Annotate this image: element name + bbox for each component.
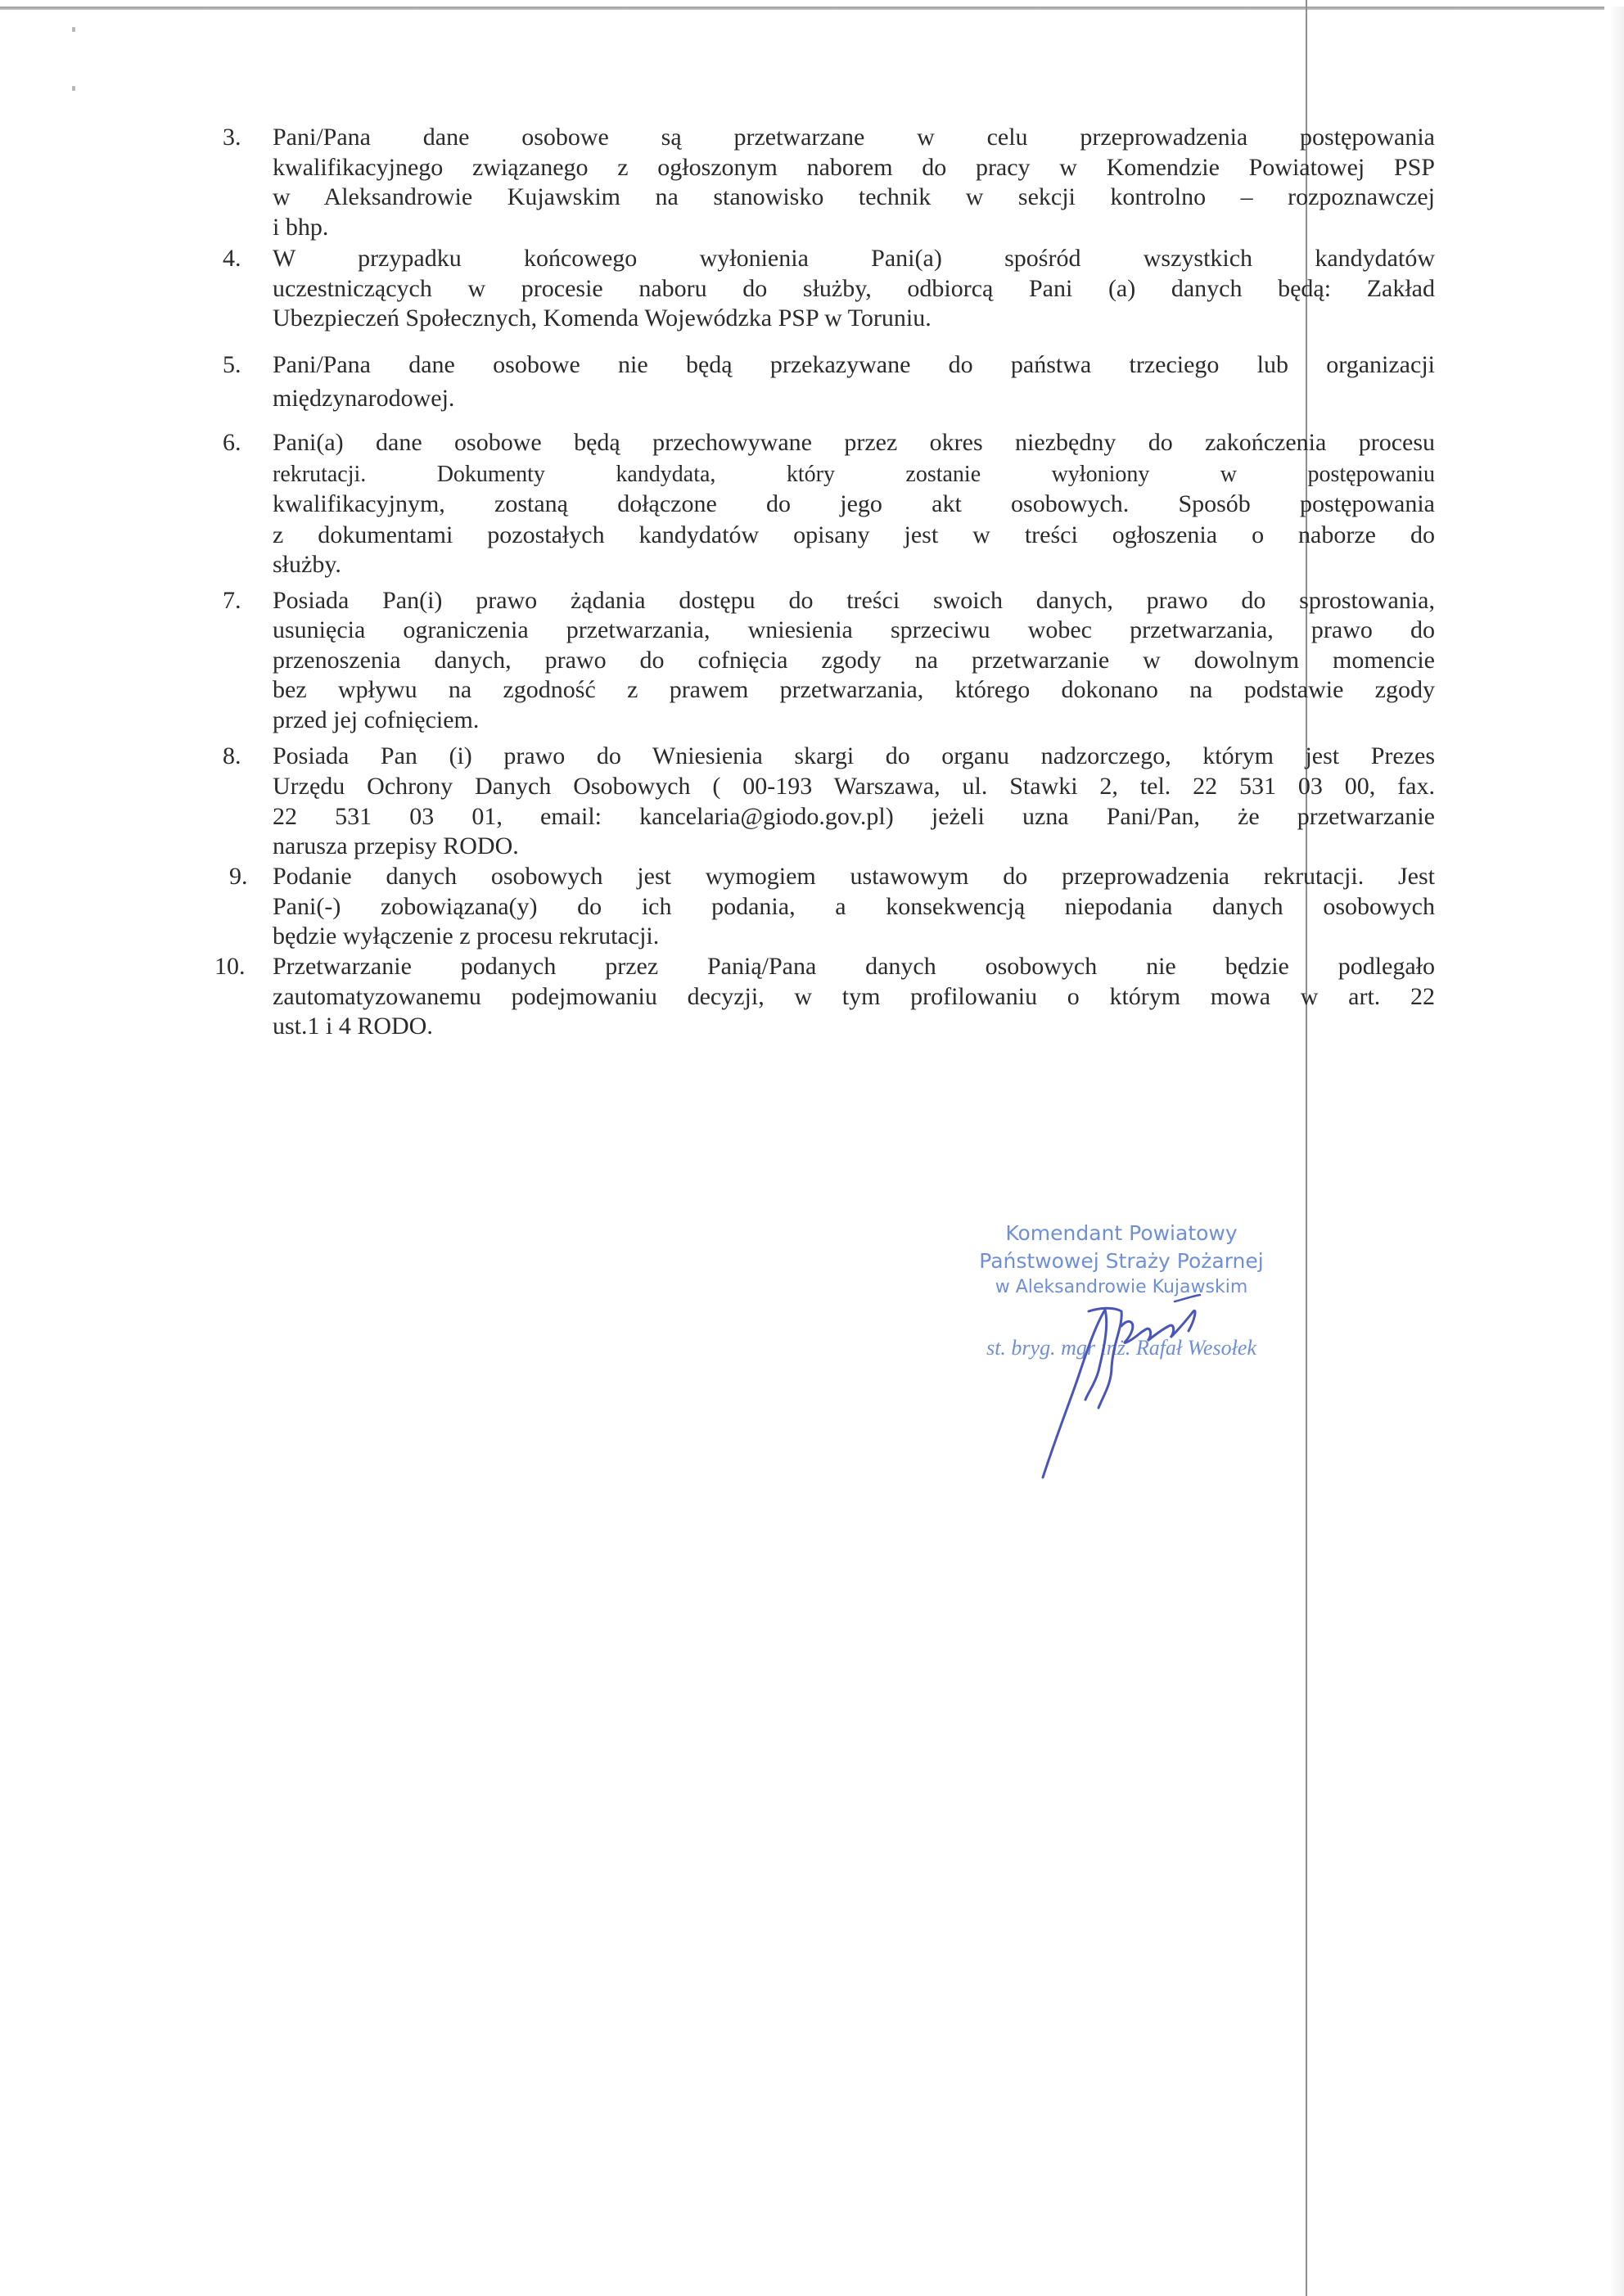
clause-line: Przetwarzanie podanych przez Panią/Pana danych osobowych nie będzie podlegało	[273, 953, 1435, 980]
clause-line: z dokumentami pozostałych kandydatów opisany jest w treści ogłoszenia o naborze do	[273, 521, 1435, 548]
handwritten-signature	[1007, 1293, 1236, 1482]
clause-line: w Aleksandrowie Kujawskim na stanowisko technik w sekcji kontrolno – rozpoznawczej	[273, 183, 1435, 210]
clause-line: i bhp.	[273, 214, 329, 241]
clause-line: przed jej cofnięciem.	[273, 706, 480, 733]
clause-line: bez wpływu na zgodność z prawem przetwarzania, którego dokonano na podstawie zgody	[273, 676, 1435, 703]
clause-number: 5.	[223, 351, 241, 378]
clause-line: kwalifikacyjnym, zostaną dołączone do jego akt osobowych. Sposób postępowania	[273, 490, 1435, 517]
clause-line: narusza przepisy RODO.	[273, 832, 519, 859]
clause-line: Posiada Pan(i) prawo żądania dostępu do treści swoich danych, prawo do sprostowania,	[273, 587, 1435, 614]
scan-top-edge	[0, 7, 1604, 10]
clause-line: Podanie danych osobowych jest wymogiem ustawowym do przeprowadzenia rekrutacji. Jest	[273, 863, 1435, 890]
scan-fold-line	[1306, 0, 1307, 2296]
clause-line: 22 531 03 01, email: kancelaria@giodo.gov.pl) jeżeli uzna Pani/Pan, że przetwarzanie	[273, 803, 1435, 830]
clause-number: 8.	[223, 742, 241, 769]
clause-line: Pani/Pana dane osobowe są przetwarzane w celu przeprowadzenia postępowania	[273, 124, 1435, 151]
clause-line: usunięcia ograniczenia przetwarzania, wniesienia sprzeciwu wobec przetwarzania, prawo do	[273, 616, 1435, 643]
clause-line: W przypadku końcowego wyłonienia Pani(a) spośród wszystkich kandydatów	[273, 245, 1435, 272]
clause-number: 10.	[214, 953, 246, 980]
clause-line: Pani(-) zobowiązana(y) do ich podania, a konsekwencją niepodania danych osobowych	[273, 893, 1435, 920]
clause-number: 3.	[223, 124, 241, 151]
clause-line: kwalifikacyjnego związanego z ogłoszonym naborem do pracy w Komendzie Powiatowej PSP	[273, 154, 1435, 181]
stamp-signatory-name: st. bryg. mgr inż. Rafał Wesołek	[986, 1336, 1256, 1360]
scan-speck	[72, 86, 75, 91]
stamp-institution: Państwowej Straży Pożarnej	[979, 1249, 1264, 1273]
clause-line: będzie wyłączenie z procesu rekrutacji.	[273, 922, 660, 950]
clause-line: międzynarodowej.	[273, 385, 455, 412]
clause-line: ust.1 i 4 RODO.	[273, 1013, 433, 1040]
clause-number: 7.	[223, 587, 241, 614]
clause-number: 4.	[223, 245, 241, 272]
clause-line: zautomatyzowanemu podejmowaniu decyzji, w tym profilowaniu o którym mowa w art. 22	[273, 983, 1435, 1010]
clause-line: służby.	[273, 551, 341, 578]
clause-line: przenoszenia danych, prawo do cofnięcia zgody na przetwarzanie w dowolnym momencie	[273, 647, 1435, 674]
stamp-title: Komendant Powiatowy	[1005, 1221, 1238, 1245]
scan-right-edge	[1609, 7, 1624, 2296]
clause-number: 9.	[229, 863, 248, 890]
clause-line: Pani/Pana dane osobowe nie będą przekazywane do państwa trzeciego lub organizacji	[273, 351, 1435, 378]
clause-line: Pani(a) dane osobowe będą przechowywane przez okres niezbędny do zakończenia procesu	[273, 429, 1435, 456]
stamp-location: w Aleksandrowie Kujawskim	[995, 1277, 1248, 1297]
clause-line: uczestniczących w procesie naboru do służby, odbiorcą Pani (a) danych będą: Zakład	[273, 275, 1435, 302]
clause-number: 6.	[223, 429, 241, 456]
clause-line: Posiada Pan (i) prawo do Wniesienia skargi do organu nadzorczego, którym jest Prezes	[273, 742, 1435, 769]
scan-speck	[72, 27, 75, 32]
clause-line: Ubezpieczeń Społecznych, Komenda Wojewódzka PSP w Toruniu.	[273, 304, 932, 332]
clause-line: rekrutacji. Dokumenty kandydata, który zostanie wyłoniony w postępowaniu	[273, 462, 1435, 487]
clause-line: Urzędu Ochrony Danych Osobowych ( 00-193 Warszawa, ul. Stawki 2, tel. 22 531 03 00, fax.	[273, 773, 1435, 800]
